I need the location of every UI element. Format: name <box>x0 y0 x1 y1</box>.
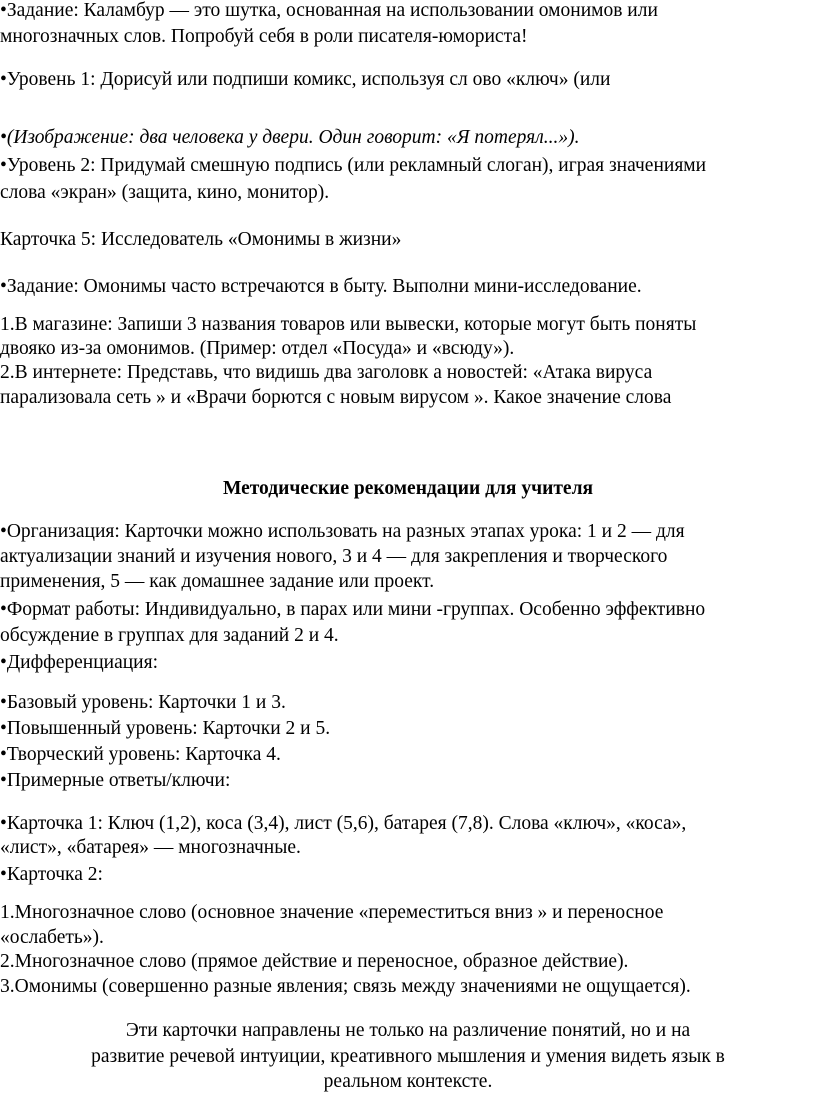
answer3: 3.Омонимы (совершенно разные явления; связь между значениями не ощущается). <box>0 976 691 997</box>
closing-line3: реальном контексте. <box>323 1071 493 1092</box>
recommendations-heading: Методические рекомендации для учителя <box>222 478 594 499</box>
card4-image-note: •(Изображение: два человека у двери. Один говорит: «Я потерял...»). <box>0 127 580 148</box>
answer1-line2: «ослабеть»). <box>0 927 104 948</box>
card1-answer-line1: •Карточка 1: Ключ (1,2), коса (3,4), лист (5,6), батарея (7,8). Слова «ключ», «коса», <box>0 813 687 834</box>
format-line1: •Формат работы: Индивидуально, в парах или мини -группах. Особенно эффективно <box>0 599 706 620</box>
card2-label: •Карточка 2: <box>0 864 103 885</box>
card4-level2-line2: слова «экран» (защита, кино, монитор). <box>0 182 330 203</box>
card5-item2-line1: 2.В интернете: Представь, что видишь два заголовк а новостей: «Атака вируса <box>0 362 653 383</box>
basic-level: •Базовый уровень: Карточки 1 и 3. <box>0 692 286 713</box>
card4-level1: •Уровень 1: Дорисуй или подпиши комикс, используя сл ово «ключ» (или <box>0 69 611 90</box>
card4-task-line1: •Задание: Каламбур — это шутка, основанная на использовании омонимов или <box>0 0 658 21</box>
answer1-line1: 1.Многозначное слово (основное значение «переместиться вниз » и переносное <box>0 902 664 923</box>
closing-line1: Эти карточки направлены не только на различение понятий, но и на <box>125 1020 691 1041</box>
org-line1: •Организация: Карточки можно использовать на разных этапах урока: 1 и 2 — для <box>0 521 685 542</box>
card5-title: Карточка 5: Исследователь «Омонимы в жизни» <box>0 229 402 250</box>
closing-line2: развитие речевой интуиции, креативного мышления и умения видеть язык в <box>91 1046 725 1067</box>
org-line2: актуализации знаний и изучения нового, 3 и 4 — для закрепления и творческого <box>0 546 668 567</box>
card5-item2-line2: парализовала сеть » и «Врачи борются с новым вирусом ». Какое значение слова <box>0 387 672 408</box>
card5-item1-line2: двояко из-за омонимов. (Пример: отдел «Посуда» и «всюду»). <box>0 338 515 359</box>
card5-task: •Задание: Омонимы часто встречаются в быту. Выполни мини-исследование. <box>0 276 642 297</box>
card4-task-line2: многозначных слов. Попробуй себя в роли писателя-юмориста! <box>0 26 528 47</box>
differentiation-label: •Дифференциация: <box>0 652 158 673</box>
card5-item1-line1: 1.В магазине: Запиши 3 названия товаров или вывески, которые могут быть поняты <box>0 314 697 335</box>
creative-level: •Творческий уровень: Карточка 4. <box>0 744 281 765</box>
card1-answer-line2: «лист», «батарея» — многозначные. <box>0 837 301 858</box>
card4-level2-line1: •Уровень 2: Придумай смешную подпись (или рекламный слоган), играя значениями <box>0 155 707 176</box>
format-line2: обсуждение в группах для заданий 2 и 4. <box>0 625 339 646</box>
answer2: 2.Многозначное слово (прямое действие и переносное, образное действие). <box>0 951 629 972</box>
advanced-level: •Повышенный уровень: Карточки 2 и 5. <box>0 718 331 739</box>
answers-label: •Примерные ответы/ключи: <box>0 770 231 791</box>
org-line3: применения, 5 — как домашнее задание или проект. <box>0 571 435 592</box>
